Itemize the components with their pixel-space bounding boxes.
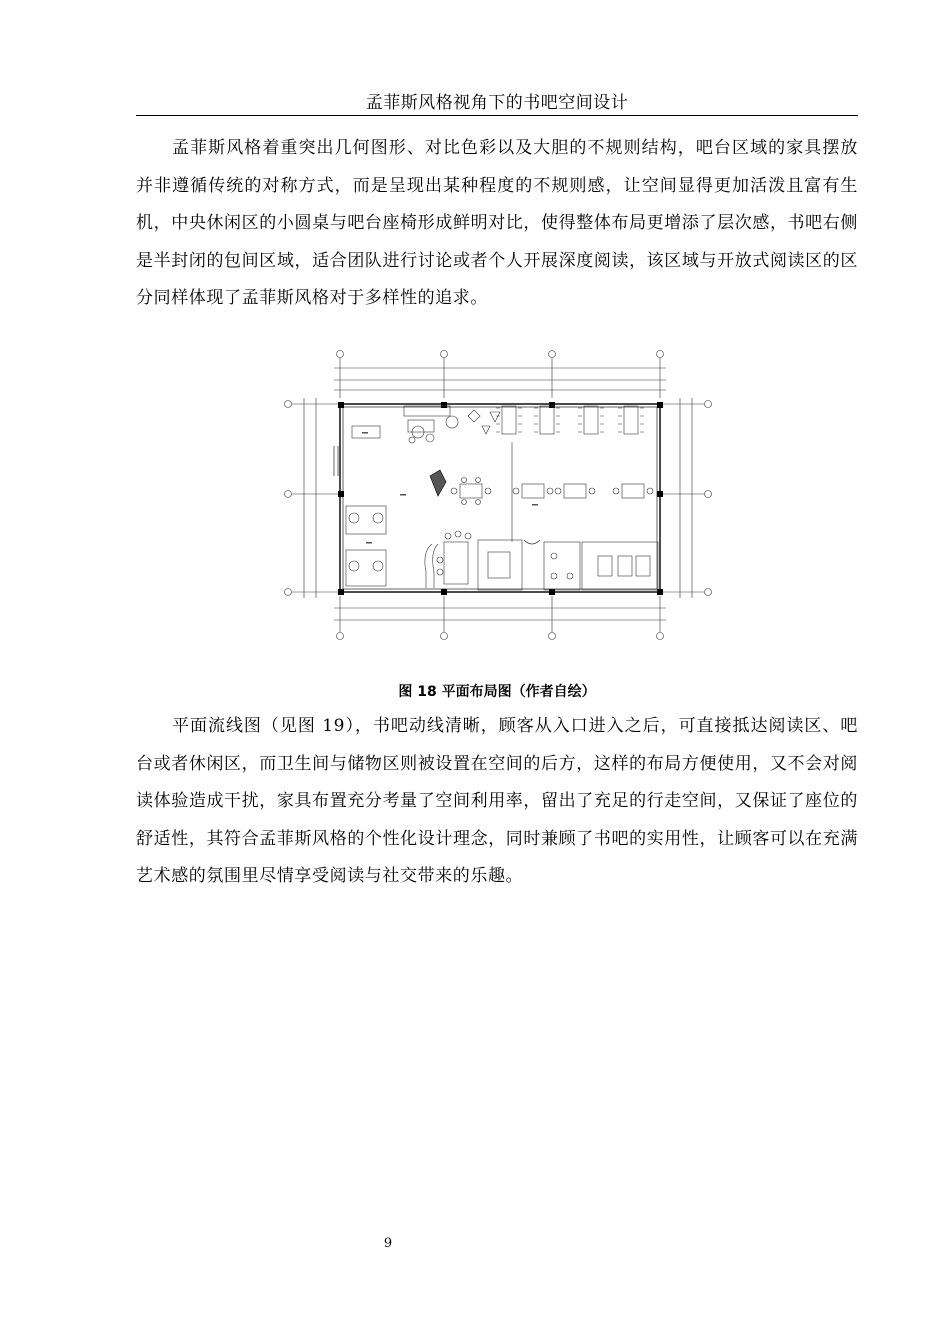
header-rule: [136, 115, 858, 116]
running-header: 孟菲斯风格视角下的书吧空间设计: [365, 93, 629, 113]
axis-bubbles-left: [285, 398, 339, 598]
floor-plan-figure: [282, 346, 714, 646]
axis-bubbles-right: [662, 398, 712, 598]
axis-bubbles-top: [337, 351, 664, 399]
central-tables: [451, 478, 653, 505]
body-paragraph-1: 孟菲斯风格着重突出几何图形、对比色彩以及大胆的不规则结构，吧台区域的家具摆放并非遵循传统的对称方式，而是呈现出某种程度的不规则感，让空间显得更加活泼且富有生机，中央休闲区的小圆桌与吧台座椅形成鲜明对比，使得整体布局更增添了层次感，书吧右侧是半封闭的包间区域，适合团队进行讨论或者个人开展深度阅读，该区域与开放式阅读区的区分同样体现了孟菲斯风格对于多样性的追求。: [136, 138, 858, 308]
axis-bubbles-bottom: [337, 596, 664, 640]
lounge-seats: [346, 506, 386, 586]
page-number: 9: [383, 1236, 393, 1251]
body-paragraph-2: 平面流线图（见图 19），书吧动线清晰，顾客从入口进入之后，可直接抵达阅读区、吧台或者休闲区，而卫生间与储物区则被设置在空间的后方，这样的布局方便使用，又不会对阅读体验造成干扰，家具布置充分考量了空间利用率，留出了充足的行走空间，又保证了座位的舒适性，其符合孟菲斯风格的个性化设计理念，同时兼顾了书吧的实用性，让顾客可以在充满艺术感的氛围里尽情享受阅读与社交带来的乐趣。: [136, 716, 858, 886]
restroom-block: [478, 540, 658, 590]
columns: [338, 402, 663, 595]
reading-tables-top: [496, 406, 644, 434]
figure-caption: 图 18 平面布局图（作者自绘）: [398, 684, 596, 700]
